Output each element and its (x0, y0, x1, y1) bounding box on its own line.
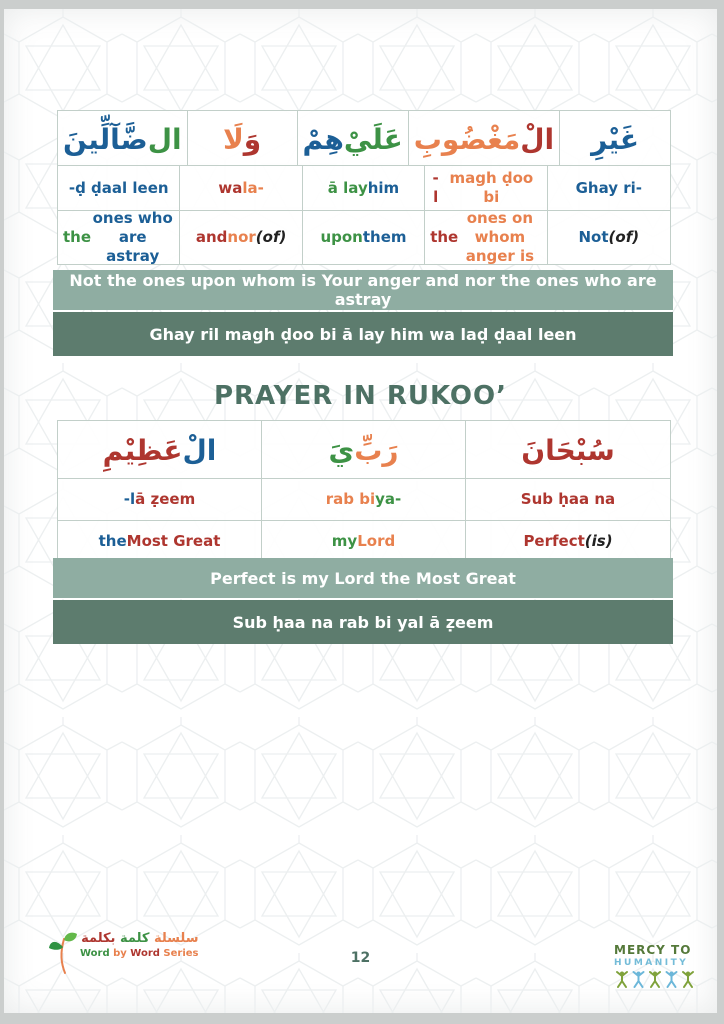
humanity-figures-icon (614, 970, 696, 990)
arabic-word: وَ لَا (188, 111, 298, 166)
arabic-row (58, 111, 670, 166)
section-heading: PRAYER IN RUKOO’ (213, 381, 508, 411)
arabic-word: ال ضَّآلِّينَ (58, 111, 188, 166)
series-arabic-title: سلسلة كلمة بكلمة (81, 931, 199, 946)
word-meaning: Perfect (is) (523, 531, 613, 550)
arabic-word: عَلَيْ هِمْ (298, 111, 409, 166)
transliteration: rab bi ya- (262, 479, 466, 521)
arabic-word: غَيْرِ (560, 111, 670, 166)
transliteration: wa la- (180, 166, 302, 211)
word-table-rukoo (57, 420, 671, 562)
word-meaning: and nor (of) (180, 211, 302, 264)
transliteration-banner: Sub ḥaa na rab bi yal ā ẓeem (53, 600, 673, 644)
word-meaning: my Lord (262, 521, 466, 561)
transliteration: Ghay ri- (548, 166, 670, 211)
arabic-word: سُبْحَانَ (466, 421, 670, 479)
transliteration-banner: Ghay ril magh ḍoo bi ā lay him wa laḍ ḍaal leen (53, 312, 673, 356)
arabic-word: رَبِّ يَ (262, 421, 466, 479)
transliteration: -l magh ḍoo bi (425, 166, 547, 211)
word-table-fatiha (57, 110, 671, 265)
mercy-logo-line1: MERCY TO (614, 943, 692, 957)
transliteration: -l ā ẓeem (58, 479, 262, 521)
word-meaning: the ones on whom anger is (425, 211, 547, 264)
transliteration: -ḍ ḍaal leen (58, 166, 180, 211)
transliteration-row (58, 166, 670, 211)
word-meaning: Not (of) (578, 228, 640, 247)
page-number: 12 (350, 950, 371, 966)
meaning-row (58, 211, 670, 264)
transliteration: ā lay him (303, 166, 425, 211)
meaning-row (58, 521, 670, 561)
word-meaning: the ones who are astray (58, 211, 180, 264)
series-english-title: Word by Word Series (80, 947, 199, 959)
arabic-row (58, 421, 670, 479)
arabic-word: الْ عَظِيْمِ (58, 421, 262, 479)
mercy-to-humanity-logo (614, 943, 714, 994)
translation-banner: Perfect is my Lord the Most Great (53, 558, 673, 598)
transliteration-row (58, 479, 670, 521)
mercy-logo-line2: HUMANITY (614, 958, 689, 969)
transliteration: Sub ḥaa na (466, 479, 670, 521)
arabic-word: الْ مَغْضُوبِ (409, 111, 560, 166)
page-content (4, 9, 717, 1013)
translation-banner: Not the ones upon whom is Your anger and nor the ones who are astray (53, 270, 673, 310)
word-meaning: the Most Great (58, 521, 262, 561)
book-page (4, 9, 717, 1013)
word-meaning: upon them (303, 211, 425, 264)
